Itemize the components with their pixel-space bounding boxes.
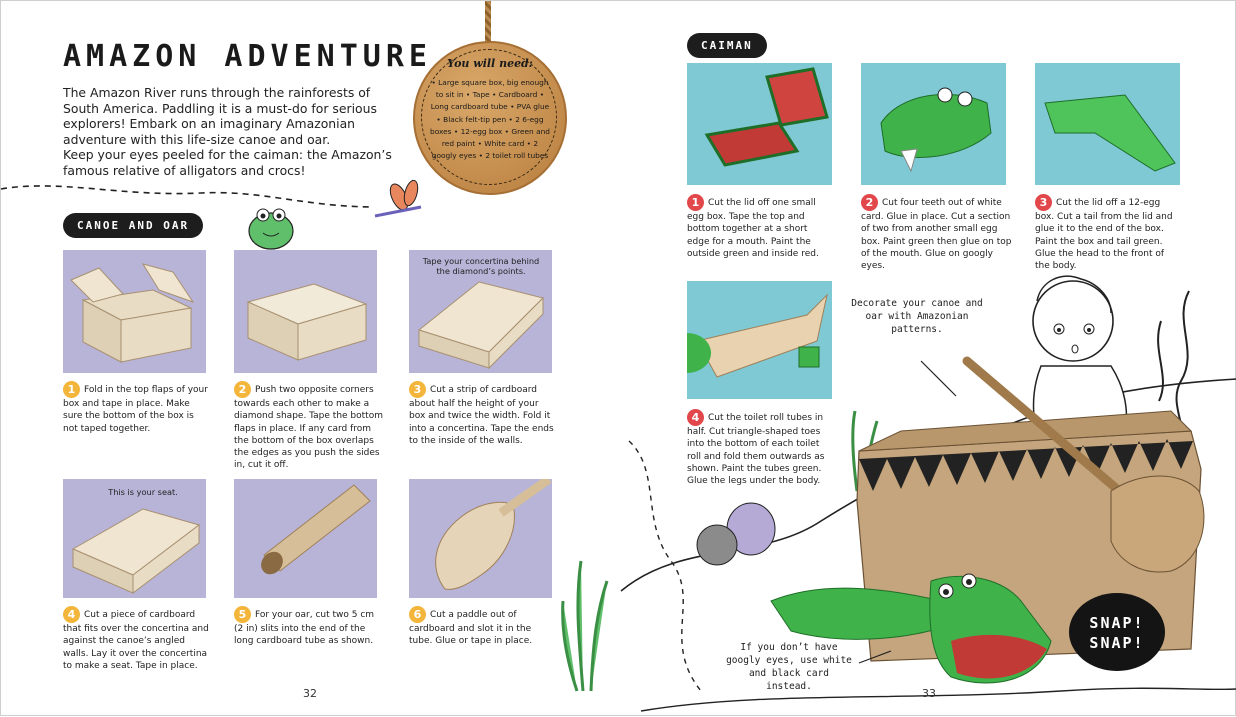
step-4-caption <box>63 606 213 672</box>
caiman-step-2-text: Cut four teeth out of white card. Glue in place. Cut a section of two from another small egg box. Paint green then glue on top of the mouth. Glue on googly eyes. <box>861 198 1012 272</box>
caiman-step-2-caption <box>861 194 1016 272</box>
step-4-note: This is your seat. <box>108 487 178 497</box>
step-4-photo <box>63 479 206 598</box>
caiman-step-4-number: 4 <box>687 409 704 426</box>
caiman-head-illustration <box>861 63 1006 185</box>
box-illustration <box>409 250 552 373</box>
tube-illustration <box>234 479 377 598</box>
step-3-number: 3 <box>409 381 426 398</box>
step-6-caption <box>409 606 539 648</box>
snap-bubble <box>1069 593 1165 671</box>
step-3-photo <box>409 250 552 373</box>
arrow-decorate <box>921 361 956 396</box>
step-1-number: 1 <box>63 381 80 398</box>
step-1-text: Fold in the top flaps of your box and tape in place. Make sure the bottom of the box is not taped together. <box>63 385 208 434</box>
step-3-text: Cut a strip of cardboard about half the height of your box and twice the width. Fold it into a concertina. Tape the ends to the inside of the walls. <box>409 385 554 446</box>
caiman-step-3-caption <box>1035 194 1180 272</box>
caiman-step-2-photo <box>861 63 1006 185</box>
step-6-text: Cut a paddle out of cardboard and slot it in the tube. Glue or tape in place. <box>409 610 533 647</box>
step-5-photo <box>234 479 377 598</box>
section-label-caiman: CAIMAN <box>687 33 767 58</box>
caiman-step-3-number: 3 <box>1035 194 1052 211</box>
step-4-number: 4 <box>63 606 80 623</box>
page-number-right: 33 <box>922 687 936 700</box>
caiman-step-3-text: Cut the lid off a 12-egg box. Cut a tail from the lid and glue it to the end of the box. Paint the box and tail green. Glue the head to the front of the body. <box>1035 198 1173 272</box>
intro-paragraph-2: Keep your eyes peeled for the caiman: the Amazon’s famous relative of alligators and crocs! <box>63 147 392 178</box>
box-illustration <box>63 479 206 598</box>
step-3-note: Tape your concertina behind the diamond’s points. <box>422 256 540 276</box>
step-2-photo <box>234 250 377 373</box>
step-4-text: Cut a piece of cardboard that fits over the concertina and against the canoe’s angled walls. Lay it over the concertina to make a seat. Tape in place. <box>63 610 209 671</box>
caiman-step-4-photo <box>687 281 832 399</box>
caiman-step-1-photo <box>687 63 832 185</box>
you-will-need-list: • Large square box, big enough to sit in • Tape • Cardboard • Long cardboard tube • PVA glue • Black felt-tip pen • 2 6-egg boxes • 12-egg box • Green and red paint • White card • 2 googly eyes • 2 toilet roll tubes <box>430 78 550 161</box>
step-5-number: 5 <box>234 606 251 623</box>
step-6-photo <box>409 479 552 598</box>
caiman-step-1-text: Cut the lid off one small egg box. Tape the top and bottom together at a short edge for a mouth. Paint the outside green and inside red. <box>687 198 819 259</box>
caiman-step-3-photo <box>1035 63 1180 185</box>
egg-box-legs-illustration <box>687 281 832 399</box>
caiman-step-4-text: Cut the toilet roll tubes in half. Cut triangle-shaped toes into the bottom of each toilet roll and fold them outwards as shown. Paint the tubes green. Glue the legs under the body. <box>687 413 825 487</box>
callout-decorate: Decorate your canoe and oar with Amazonian patterns. <box>851 298 983 335</box>
paddle-illustration <box>409 479 552 598</box>
page-title: AMAZON ADVENTURE <box>63 39 432 74</box>
step-5-text: For your oar, cut two 5 cm (2 in) slits into the end of the long cardboard tube as shown. <box>234 610 375 647</box>
snap-line-2: SNAP! <box>1089 634 1145 652</box>
dashed-path <box>1 186 371 207</box>
intro-paragraph-1: The Amazon River runs through the rainforests of South America. Paddling it is a must-do for serious explorers! Embark on an imaginary Amazonian adventure with this life-size canoe and oar. <box>63 85 377 147</box>
caiman-step-1-number: 1 <box>687 194 704 211</box>
step-5-caption <box>234 606 384 648</box>
callout-googly-eyes: If you don’t have googly eyes, use white and black card instead. <box>726 642 852 692</box>
snap-line-1: SNAP! <box>1089 614 1145 632</box>
step-1-caption <box>63 381 208 435</box>
you-will-need-title: You will need: <box>447 57 533 70</box>
step-1-photo <box>63 250 206 373</box>
step-3-caption <box>409 381 554 447</box>
frog-icon <box>249 209 293 249</box>
section-label-canoe: CANOE AND OAR <box>63 213 203 238</box>
egg-box-illustration <box>687 63 832 185</box>
step-2-caption <box>234 381 384 472</box>
caiman-step-1-caption <box>687 194 832 260</box>
page-number-left: 32 <box>303 687 317 700</box>
rock-icons <box>697 503 775 565</box>
caiman-step-4-caption <box>687 409 832 487</box>
caiman-body-illustration <box>1035 63 1180 185</box>
dragonfly-icon <box>375 179 421 216</box>
caiman-step-2-number: 2 <box>861 194 878 211</box>
step-2-number: 2 <box>234 381 251 398</box>
box-illustration <box>63 250 206 373</box>
step-6-number: 6 <box>409 606 426 623</box>
step-2-text: Push two opposite corners towards each other to make a diamond shape. Tape the bottom flaps in place. If any card from the bottom of the box overlaps the edges as you push the sides in, cut it off. <box>234 385 383 471</box>
box-illustration <box>234 250 377 373</box>
